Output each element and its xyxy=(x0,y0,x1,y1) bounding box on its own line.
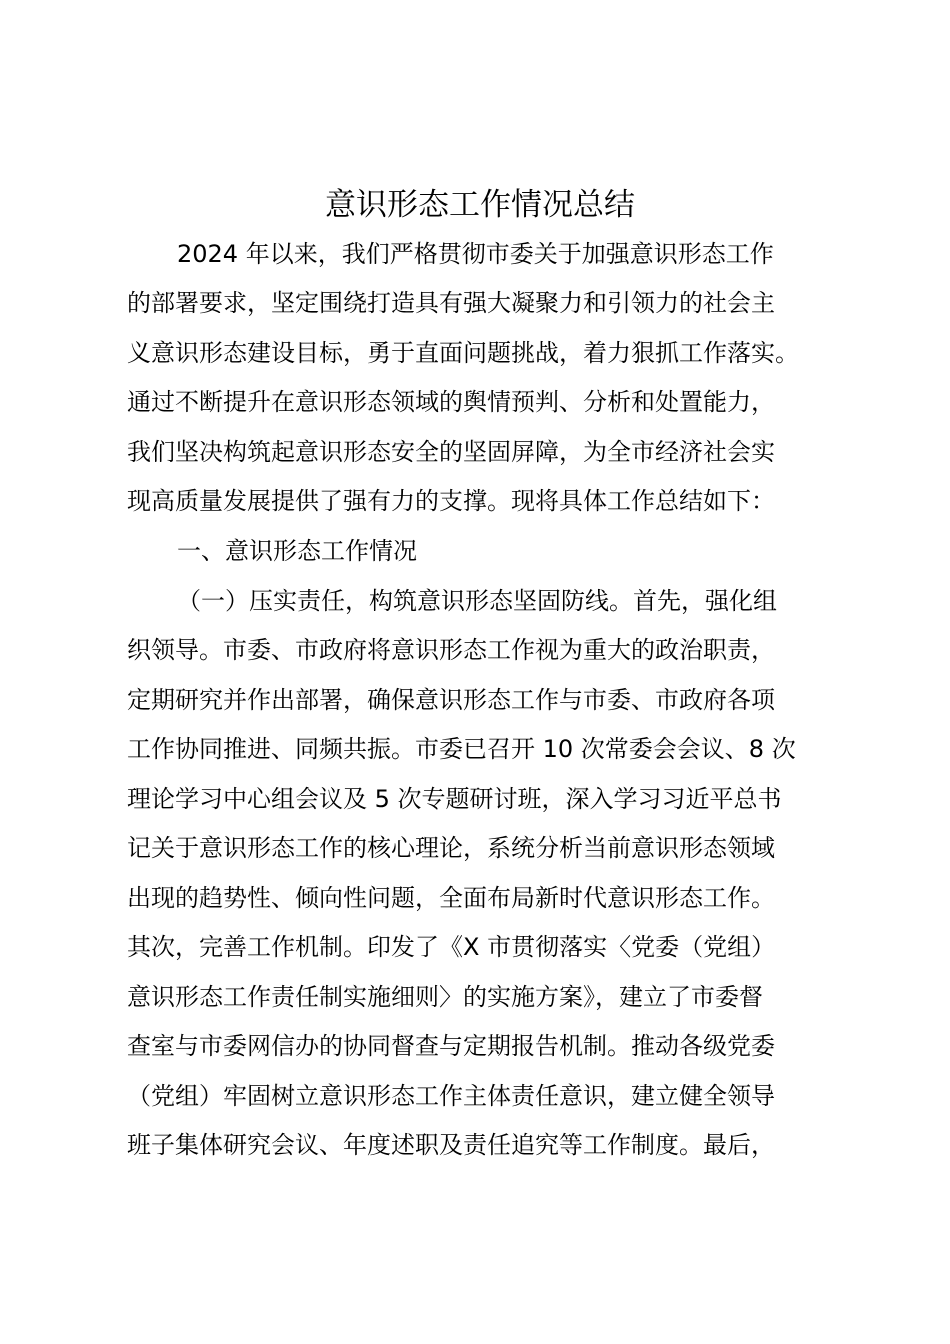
paragraph-line: 通过不断提升在意识形态领域的舆情预判、分析和处置能力， xyxy=(127,388,775,416)
paragraph-line: 织领导。市委、市政府将意识形态工作视为重大的政治职责， xyxy=(127,636,775,664)
paragraph-line: 义意识形态建设目标，勇于直面问题挑战，着力狠抓工作落实。 xyxy=(127,339,799,367)
paragraph-line: 2024 年以来，我们严格贯彻市委关于加强意识形态工作 xyxy=(177,240,774,268)
paragraph-line: 我们坚决构筑起意识形态安全的坚固屏障，为全市经济社会实 xyxy=(127,438,775,466)
section-heading: 一、意识形态工作情况 xyxy=(177,537,417,565)
paragraph-line: （党组）牢固树立意识形态工作主体责任意识，建立健全领导 xyxy=(127,1082,775,1110)
paragraph-line: 记关于意识形态工作的核心理论，系统分析当前意识形态领域 xyxy=(127,834,775,862)
document-title: 意识形态工作情况总结 xyxy=(325,187,635,223)
paragraph-line: 班子集体研究会议、年度述职及责任追究等工作制度。最后， xyxy=(127,1131,775,1159)
paragraph-line: 工作协同推进、同频共振。市委已召开 10 次常委会会议、8 次 xyxy=(127,735,796,763)
paragraph-line: 的部署要求，坚定围绕打造具有强大凝聚力和引领力的社会主 xyxy=(127,289,775,317)
paragraph-line: 出现的趋势性、倾向性问题，全面布局新时代意识形态工作。 xyxy=(127,884,775,912)
paragraph-line: 现高质量发展提供了强有力的支撑。现将具体工作总结如下： xyxy=(127,487,775,515)
paragraph-line: 查室与市委网信办的协同督查与定期报告机制。推动各级党委 xyxy=(127,1032,775,1060)
paragraph-line: 其次，完善工作机制。印发了《X 市贯彻落实〈党委（党组） xyxy=(127,933,776,961)
paragraph-line: 意识形态工作责任制实施细则〉的实施方案》，建立了市委督 xyxy=(127,983,763,1011)
paragraph-line: （一）压实责任，构筑意识形态坚固防线。首先，强化组 xyxy=(177,587,777,615)
paragraph-line: 理论学习中心组会议及 5 次专题研讨班，深入学习习近平总书 xyxy=(127,785,782,813)
paragraph-line: 定期研究并作出部署，确保意识形态工作与市委、市政府各项 xyxy=(127,686,775,714)
